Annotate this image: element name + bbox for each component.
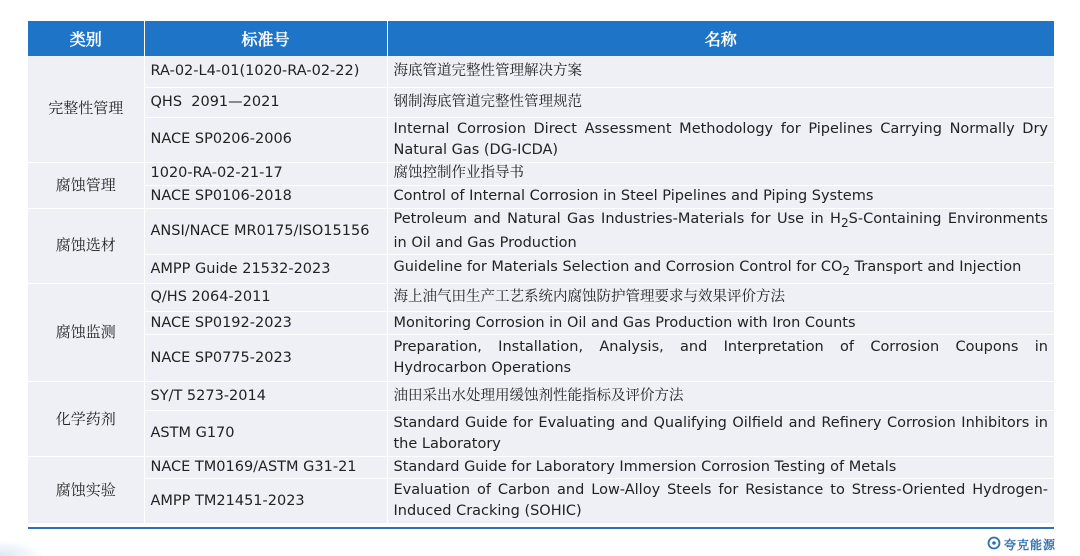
category-cell: 腐蚀监测 <box>28 284 144 382</box>
standard-name: Preparation, Installation, Analysis, and Interpretation of Corrosion Coupons in Hydrocarbon Operations <box>387 335 1054 382</box>
standard-code: SY/T 5273-2014 <box>144 382 387 411</box>
standard-code: AMPP TM21451-2023 <box>144 479 387 524</box>
standard-code: ANSI/NACE MR0175/ISO15156 <box>144 208 387 255</box>
standard-code: NACE TM0169/ASTM G31-21 <box>144 457 387 479</box>
table-row <box>28 335 1054 382</box>
standard-name: Standard Guide for Evaluating and Qualifying Oilfield and Refinery Corrosion Inhibitors in the Laboratory <box>387 411 1054 457</box>
category-cell: 完整性管理 <box>28 56 144 162</box>
standard-code: ASTM G170 <box>144 411 387 457</box>
table-row <box>28 411 1054 457</box>
name-text: S-Containing Environments in Oil and Gas Production <box>393 210 1048 252</box>
quark-logo-icon <box>987 536 1004 553</box>
category-cell: 腐蚀管理 <box>28 162 144 208</box>
table-row <box>28 382 1054 411</box>
table-row <box>28 208 1054 255</box>
standard-code: 1020-RA-02-21-17 <box>144 162 387 185</box>
standard-name: 海底管道完整性管理解决方案 <box>387 56 1054 87</box>
table-row <box>28 87 1054 117</box>
name-text: Petroleum and Natural Gas Industries-Materials for Use in H <box>393 210 841 227</box>
standard-name <box>387 255 1054 284</box>
table-row <box>28 56 1054 87</box>
standard-name <box>387 208 1054 255</box>
standard-name: 海上油气田生产工艺系统内腐蚀防护管理要求与效果评价方法 <box>387 284 1054 312</box>
table-row <box>28 255 1054 284</box>
standards-table <box>28 21 1054 524</box>
standard-name: Control of Internal Corrosion in Steel Pipelines and Piping Systems <box>387 185 1054 208</box>
standard-code: NACE SP0192-2023 <box>144 312 387 335</box>
name-text: Guideline for Materials Selection and Corrosion Control for CO <box>393 258 843 275</box>
standard-name: Internal Corrosion Direct Assessment Methodology for Pipelines Carrying Normally Dry Natural Gas (DG-ICDA) <box>387 117 1054 162</box>
subscript-text: 2 <box>840 215 849 230</box>
category-cell: 化学药剂 <box>28 382 144 457</box>
standard-name: Standard Guide for Laboratory Immersion Corrosion Testing of Metals <box>387 457 1054 479</box>
table-row <box>28 312 1054 335</box>
bottom-rule <box>28 527 1054 529</box>
standard-code: Q/HS 2064-2011 <box>144 284 387 312</box>
header-name: 名称 <box>387 21 1054 56</box>
standard-name: 油田采出水处理用缓蚀剂性能指标及评价方法 <box>387 382 1054 411</box>
standard-code: NACE SP0206-2006 <box>144 117 387 162</box>
standards-table-container <box>28 21 1054 524</box>
standard-name: 钢制海底管道完整性管理规范 <box>387 87 1054 117</box>
category-cell: 腐蚀实验 <box>28 457 144 524</box>
header-standard: 标准号 <box>144 21 387 56</box>
table-row <box>28 117 1054 162</box>
name-text: Transport and Injection <box>850 258 1022 275</box>
table-row <box>28 479 1054 524</box>
logo-text: 夸克能源 <box>1003 538 1056 552</box>
table-row <box>28 284 1054 312</box>
standard-code: QHS 2091—2021 <box>144 87 387 117</box>
table-header-row <box>28 21 1054 56</box>
corner-decoration <box>0 540 44 556</box>
brand-logo <box>987 536 1056 553</box>
table-row <box>28 162 1054 185</box>
table-row <box>28 185 1054 208</box>
standard-name: Monitoring Corrosion in Oil and Gas Production with Iron Counts <box>387 312 1054 335</box>
standard-code: AMPP Guide 21532-2023 <box>144 255 387 284</box>
standard-code: NACE SP0106-2018 <box>144 185 387 208</box>
table-row <box>28 457 1054 479</box>
standard-name: 腐蚀控制作业指导书 <box>387 162 1054 185</box>
header-category: 类别 <box>28 21 144 56</box>
standard-code: NACE SP0775-2023 <box>144 335 387 382</box>
subscript-text: 2 <box>842 263 851 278</box>
category-cell: 腐蚀选材 <box>28 208 144 284</box>
standard-code: RA-02-L4-01(1020-RA-02-22) <box>144 56 387 87</box>
standard-name: Evaluation of Carbon and Low-Alloy Steels for Resistance to Stress-Oriented Hydrogen-Induced Cracking (SOHIC) <box>387 479 1054 524</box>
